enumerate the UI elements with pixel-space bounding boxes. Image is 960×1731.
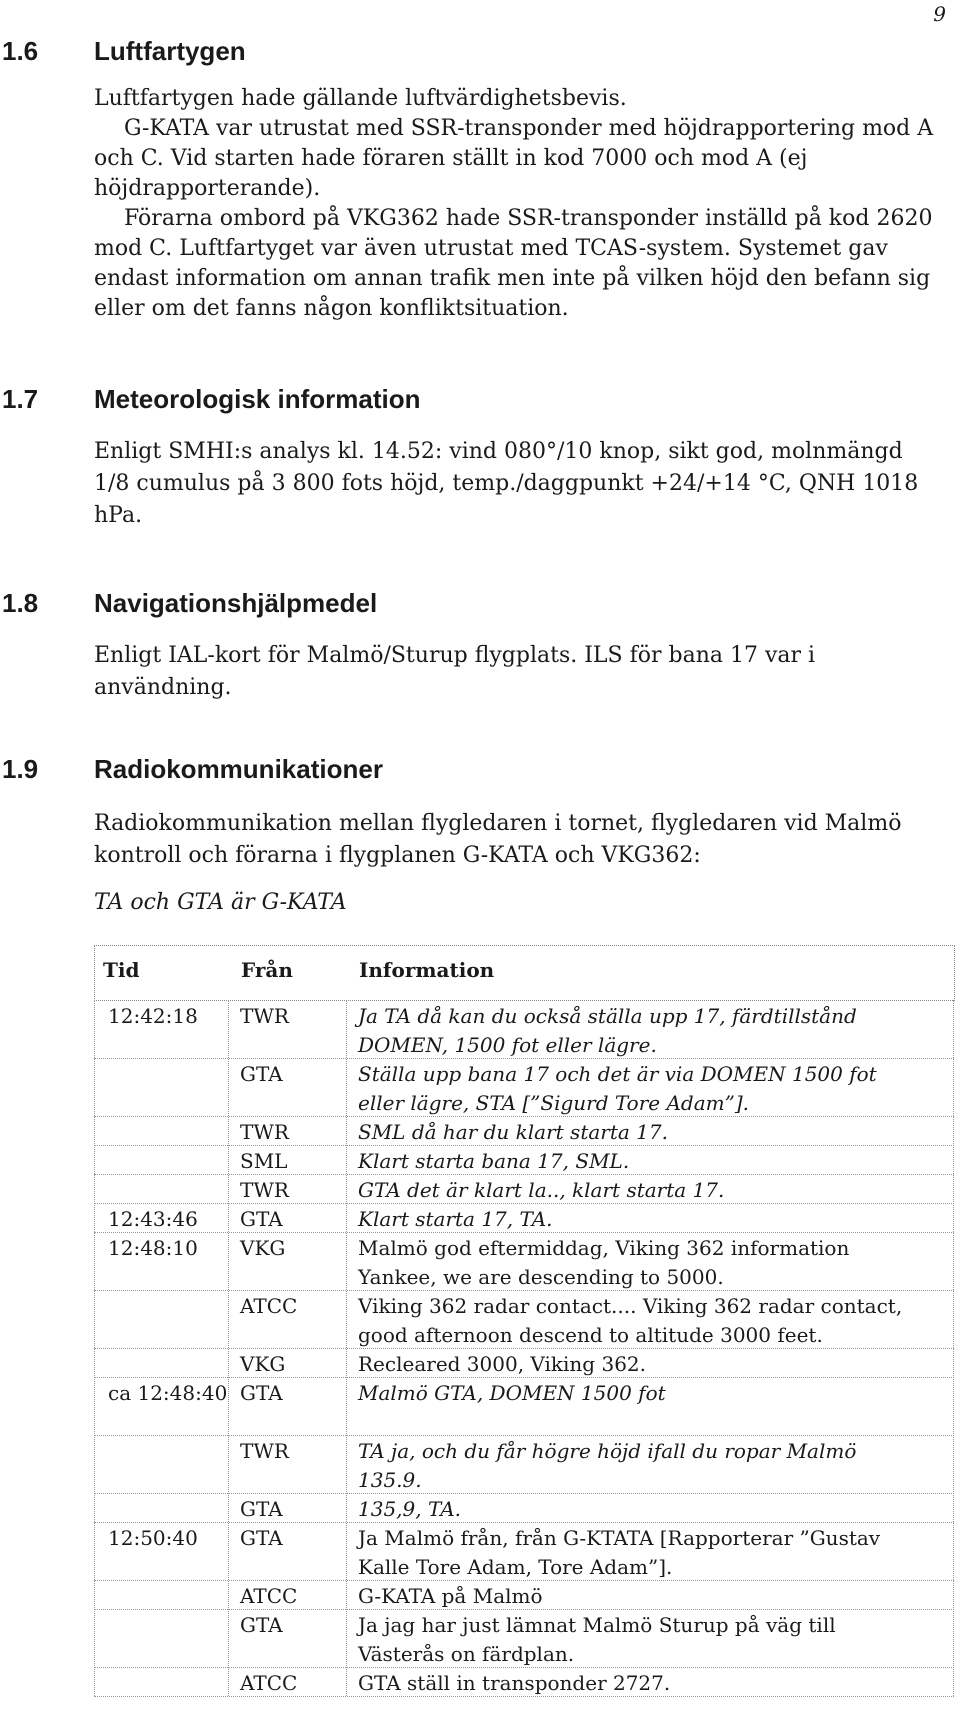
table-cell-info: Ja jag har just lämnat Malmö Sturup på väg till Västerås on färdplan. [358,1613,836,1666]
column-header-from: Från [241,958,293,982]
paragraph: G-KATA var utrustat med SSR-transponder med höjdrapportering mod A och C. Vid starten hade föraren ställt in kod 7000 och mod A (ej höjdrapporterande). [94,116,934,201]
column-header-time: Tid [103,958,140,982]
table-cell-from: GTA [240,1613,283,1637]
table-cell-from: GTA [240,1381,283,1405]
table-cell-from: SML [240,1149,288,1173]
paragraph: Radiokommunikation mellan flygledaren i tornet, flygledaren vid Malmö kontroll och förarna i flygplanen G-KATA och VKG362: [94,811,902,868]
table-cell-info: Ja Malmö från, från G-KTATA [Rapporterar ”Gustav Kalle Tore Adam, Tore Adam”]. [358,1526,881,1579]
table-cell-from: ATCC [240,1294,298,1318]
table-cell-from: ATCC [240,1671,298,1695]
table-cell-info: G-KATA på Malmö [358,1584,543,1608]
table-cell-from: GTA [240,1062,283,1086]
table-cell-info: GTA det är klart la.., klart starta 17. [358,1178,725,1202]
table-column-divider [228,1000,229,1696]
table-row-divider [94,1290,954,1291]
table-cell-info: Viking 362 radar contact.... Viking 362 radar contact, good afternoon descend to altitude 3000 feet. [358,1294,903,1347]
section-title: Meteorologisk information [94,384,421,414]
table-row-divider [94,1667,954,1668]
table-column-divider [346,1000,347,1696]
table-row-divider [94,1522,954,1523]
section-number: 1.9 [2,754,39,784]
table-cell-info: Klart starta bana 17, SML. [358,1149,630,1173]
table-cell-info: Recleared 3000, Viking 362. [358,1352,646,1376]
table-cell-info: Ställa upp bana 17 och det är via DOMEN 1500 fot eller lägre, STA [”Sigurd Tore Adam”]. [358,1062,877,1115]
table-cell-time: 12:48:10 [108,1236,198,1260]
section-number: 1.6 [2,36,39,66]
table-row-divider [94,1435,954,1436]
table-row-divider [94,1348,954,1349]
table-cell-from: GTA [240,1526,283,1550]
section-body-1-8 [94,640,934,704]
table-row-divider [94,1377,954,1378]
paragraph: Enligt SMHI:s analys kl. 14.52: vind 080°/10 knop, sikt god, molnmängd 1/8 cumulus på 3 800 fots höjd, temp./daggpunkt +24/+14 °C, QNH 1018 hPa. [94,439,919,528]
table-row-divider [94,1116,954,1117]
table-column-divider [94,1000,95,1696]
section-title: Luftfartygen [94,36,246,66]
section-body-1-9 [94,808,934,872]
table-header [94,945,955,1001]
table-cell-from: TWR [240,1004,289,1028]
table-cell-info: Malmö god eftermiddag, Viking 362 information Yankee, we are descending to 5000. [358,1236,850,1289]
table-cell-from: VKG [240,1236,286,1260]
table-cell-info: SML då har du klart starta 17. [358,1120,668,1144]
section-number: 1.8 [2,588,39,618]
paragraph: Enligt IAL-kort för Malmö/Sturup flygplats. ILS för bana 17 var i användning. [94,643,816,700]
table-cell-from: ATCC [240,1584,298,1608]
table-cell-info: 135,9, TA. [358,1497,462,1521]
paragraph: Luftfartygen hade gällande luftvärdighetsbevis. [94,86,627,111]
table-cell-from: TWR [240,1439,289,1463]
table-cell-time: ca 12:48:40 [108,1381,228,1405]
section-body-1-6 [94,84,934,324]
section-title: Navigationshjälpmedel [94,588,378,618]
table-cell-info: GTA ställ in transponder 2727. [358,1671,671,1695]
table-row-divider [94,1174,954,1175]
table-row-divider [94,1493,954,1494]
table-note: TA och GTA är G-KATA [94,890,347,915]
table-cell-from: GTA [240,1497,283,1521]
table-cell-time: 12:43:46 [108,1207,198,1231]
table-row-divider [94,1232,954,1233]
table-cell-info: Ja TA då kan du också ställa upp 17, färdtillstånd DOMEN, 1500 fot eller lägre. [358,1004,857,1057]
table-row-divider [94,1580,954,1581]
table-column-divider [953,1000,954,1696]
table-row-divider [94,1058,954,1059]
table-cell-info: Malmö GTA, DOMEN 1500 fot [358,1381,666,1405]
table-row-divider [94,1203,954,1204]
table-cell-from: TWR [240,1178,289,1202]
table-row-divider [94,1609,954,1610]
paragraph: Förarna ombord på VKG362 hade SSR-transponder inställd på kod 2620 mod C. Luftfartyget var även utrustat med TCAS-system. Systemet gav endast information om annan trafik men inte på vilken höjd den befann sig eller om det fanns någon konfliktsituation. [94,206,933,321]
table-cell-time: 12:50:40 [108,1526,198,1550]
page-number: 9 [933,2,946,26]
table-cell-from: VKG [240,1352,286,1376]
table-cell-time: 12:42:18 [108,1004,198,1028]
section-body-1-7 [94,436,934,532]
table-row-divider [94,1145,954,1146]
table-cell-from: GTA [240,1207,283,1231]
table-cell-info: Klart starta 17, TA. [358,1207,553,1231]
column-header-info: Information [359,958,495,982]
table-row-divider [94,1696,954,1697]
section-title: Radiokommunikationer [94,754,383,784]
table-cell-info: TA ja, och du får högre höjd ifall du ropar Malmö 135.9. [358,1439,857,1492]
section-number: 1.7 [2,384,39,414]
table-cell-from: TWR [240,1120,289,1144]
